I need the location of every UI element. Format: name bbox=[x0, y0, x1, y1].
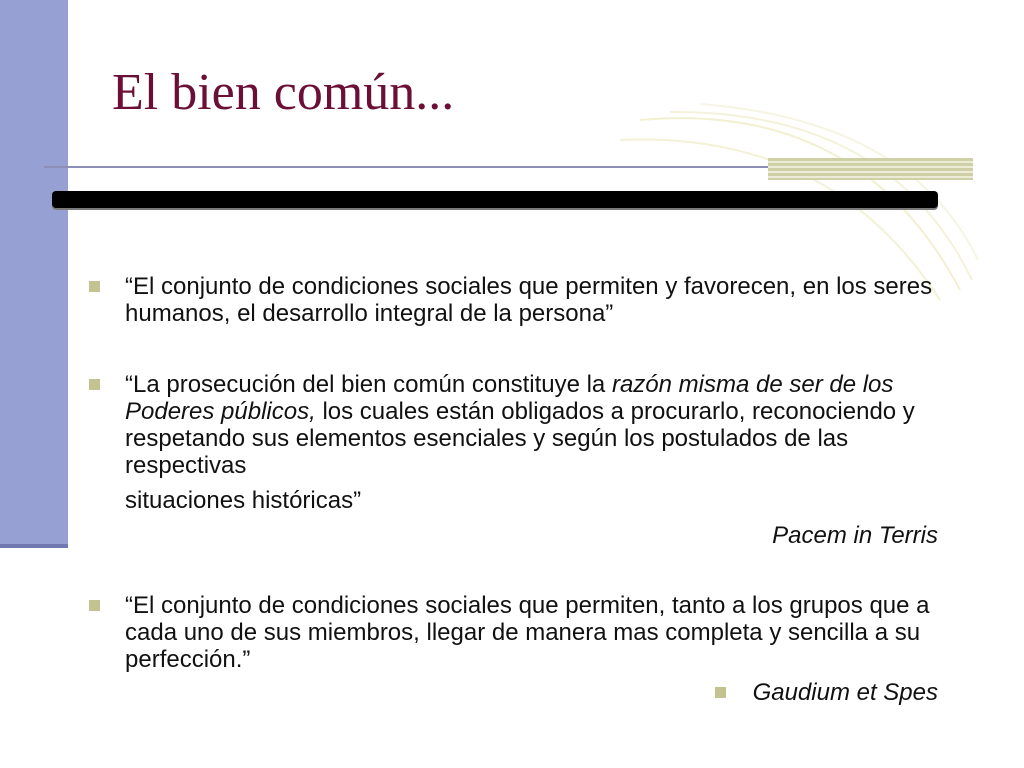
citation-source: Pacem in Terris bbox=[772, 522, 938, 549]
bullet-text-italic: razón misma de ser de los Poderes públicos, bbox=[125, 371, 894, 425]
square-bullet-icon bbox=[89, 281, 100, 292]
bullet-text: “El conjunto de condiciones sociales que permiten y favorecen, en los seres humanos, el desarrollo integral de la persona” bbox=[125, 273, 933, 327]
list-item bbox=[85, 273, 945, 327]
square-bullet-icon bbox=[89, 379, 100, 390]
citation-line bbox=[85, 679, 945, 706]
bullet-text-tail: situaciones históricas” bbox=[125, 487, 362, 514]
list-item bbox=[85, 592, 945, 673]
left-accent-bar bbox=[0, 0, 68, 546]
square-bullet-icon bbox=[715, 687, 726, 698]
striped-accent-block bbox=[768, 158, 973, 180]
citation-wrap bbox=[753, 679, 938, 706]
list-item bbox=[85, 371, 945, 514]
bullet-text: “El conjunto de condiciones sociales que permiten, tanto a los grupos que a cada uno de sus miembros, llegar de manera mas completa y sencilla a su perfección.” bbox=[125, 592, 930, 673]
square-bullet-icon bbox=[89, 600, 100, 611]
bullet-text bbox=[125, 371, 945, 479]
bullet-text-part: “La prosecución del bien común constituye la bbox=[125, 371, 612, 398]
citation-source: Gaudium et Spes bbox=[752, 679, 938, 706]
slide-title: El bien común... bbox=[112, 64, 455, 121]
black-header-bar bbox=[52, 191, 938, 208]
bullet-text-part: los cuales están obligados a procurarlo, reconociendo y respetando sus elementos esenciales y según los postulados de las respectivas bbox=[125, 398, 915, 479]
left-accent-bar-shadow bbox=[0, 544, 68, 548]
bullet-list bbox=[85, 273, 945, 706]
